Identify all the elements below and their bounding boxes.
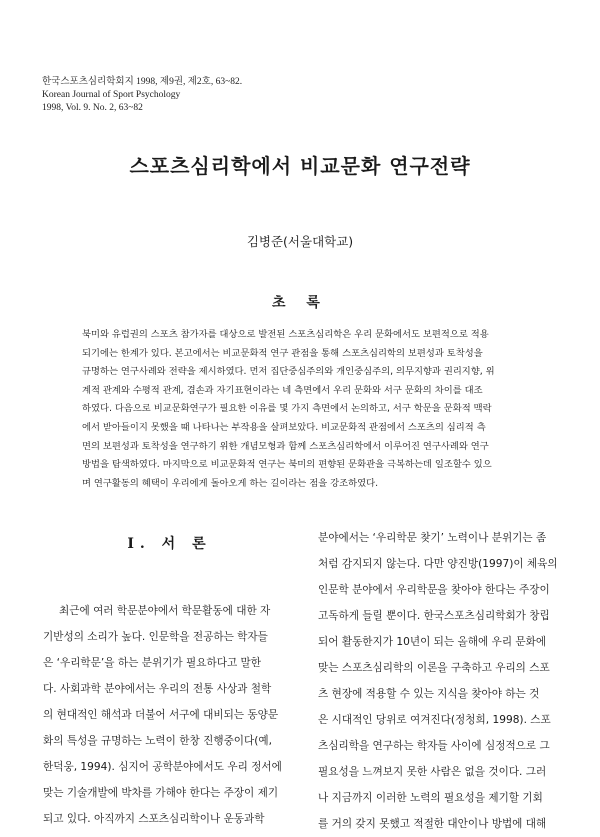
journal-citation-volume: 1998, Vol. 9. No. 2, 63~82 <box>42 103 143 113</box>
body-line: 분야에서는 ‘우리학문 찾기’ 노력이나 분위기는 좀 <box>318 532 547 544</box>
abstract-line: 되기에는 한계가 있다. 본고에서는 비교문화적 연구 관점을 통해 스포츠심리학의 보편성과 토착성을 <box>82 347 483 359</box>
body-line: 필요성을 느껴보지 못한 사람은 없을 것이다. 그러 <box>318 766 547 778</box>
journal-citation <box>42 76 362 115</box>
body-line: 은 시대적인 당위로 여겨진다(정청희, 1998). 스포 <box>318 714 551 726</box>
abstract-line: 규명하는 연구사례와 전략을 제시하였다. 먼저 집단중심주의와 개인중심주의, 의무지향과 권리지향, 위 <box>82 366 495 378</box>
abstract-line: 면의 보편성과 토착성을 연구하기 위한 개념모형과 함께 스포츠심리학에서 이루어진 연구사례와 연구 <box>82 440 489 452</box>
abstract-line: 계적 관계와 수평적 관계, 겸손과 자기표현이라는 네 측면에서 우리 문화와 서구 문화의 차이를 대조 <box>82 384 483 396</box>
body-line: 은 ‘우리학문’을 하는 분위기가 필요하다고 말한 <box>43 657 262 669</box>
body-line: 처럼 감지되지 않는다. 다만 양진방(1997)이 체육의 <box>318 558 558 570</box>
body-column-right <box>318 525 572 837</box>
journal-citation-korean: 한국스포츠심리학회지 1998, 제9권, 제2호, 63~82. <box>42 77 243 87</box>
body-column-left <box>43 598 296 832</box>
paper-author: 김병준(서울대학교) <box>246 234 354 249</box>
abstract-body <box>82 326 530 493</box>
body-line: 를 거의 갖지 못했고 적절한 대안이나 방법에 대해 <box>318 818 547 830</box>
abstract-line: 하였다. 다음으로 비교문화연구가 필요한 이유를 몇 가지 측면에서 논의하고, 서구 학문을 문화적 맥락 <box>82 403 492 415</box>
body-line: 츠 현장에 적용할 수 있는 지식을 찾아야 하는 것 <box>318 688 540 700</box>
body-line: 되어 활동한지가 10년이 되는 올해에 우리 문화에 <box>318 636 547 648</box>
body-line: 기반성의 소리가 높다. 인문학을 전공하는 학자들 <box>43 631 268 643</box>
journal-citation-english-title: Korean Journal of Sport Psychology <box>42 90 181 100</box>
body-line: 다. 사회과학 분야에서는 우리의 전통 사상과 철학 <box>43 683 272 695</box>
body-line: 맞는 기술개발에 박차를 가해야 한다는 주장이 제기 <box>43 787 279 799</box>
abstract-heading: 초 록 <box>272 295 328 311</box>
body-line: 인문학 분야에서 우리학문을 찾아야 한다는 주장이 <box>318 584 550 596</box>
body-line: 츠심리학을 연구하는 학자들 사이에 심정적으로 그 <box>318 740 550 752</box>
abstract-line: 방법을 탐색하였다. 마지막으로 비교문화적 연구는 북미의 편향된 문화관을 극복하는데 일조할수 있으 <box>82 459 492 471</box>
body-line: 의 현대적인 해석과 더불어 서구에 대비되는 동양문 <box>43 709 279 721</box>
body-line: 맞는 스포츠심리학의 이론을 구축하고 우리의 스포 <box>318 662 550 674</box>
body-line: 화의 특성을 규명하는 노력이 한창 진행중이다(예, <box>43 735 273 747</box>
body-line: 되고 있다. 아직까지 스포츠심리학이나 운동과학 <box>43 813 265 825</box>
body-line: 고독하게 들릴 뿐이다. 한국스포츠심리학회가 창립 <box>318 610 550 622</box>
abstract-line: 에서 받아들이지 못했을 때 나타나는 부작용을 살펴보았다. 비교문화적 관점에서 스포츠의 심리적 측 <box>82 421 486 433</box>
abstract-line: 북미와 유럽권의 스포츠 참가자를 대상으로 발전된 스포츠심리학은 우리 문화에서도 보편적으로 적용 <box>82 329 489 340</box>
section-heading-introduction: I. 서 론 <box>127 536 212 552</box>
body-line: 한덕웅, 1994). 심지어 공학분야에서도 우리 정서에 <box>43 761 282 773</box>
body-line: 나 지금까지 이러한 노력의 필요성을 제기할 기회 <box>318 792 543 804</box>
body-line: 최근에 여러 학문분야에서 학문활동에 대한 자 <box>59 605 271 617</box>
abstract-line: 며 연구활동의 혜택이 우리에게 돌아오게 하는 길이라는 점을 강조하였다. <box>82 477 379 489</box>
paper-title: 스포츠심리학에서 비교문화 연구전략 <box>129 154 471 178</box>
